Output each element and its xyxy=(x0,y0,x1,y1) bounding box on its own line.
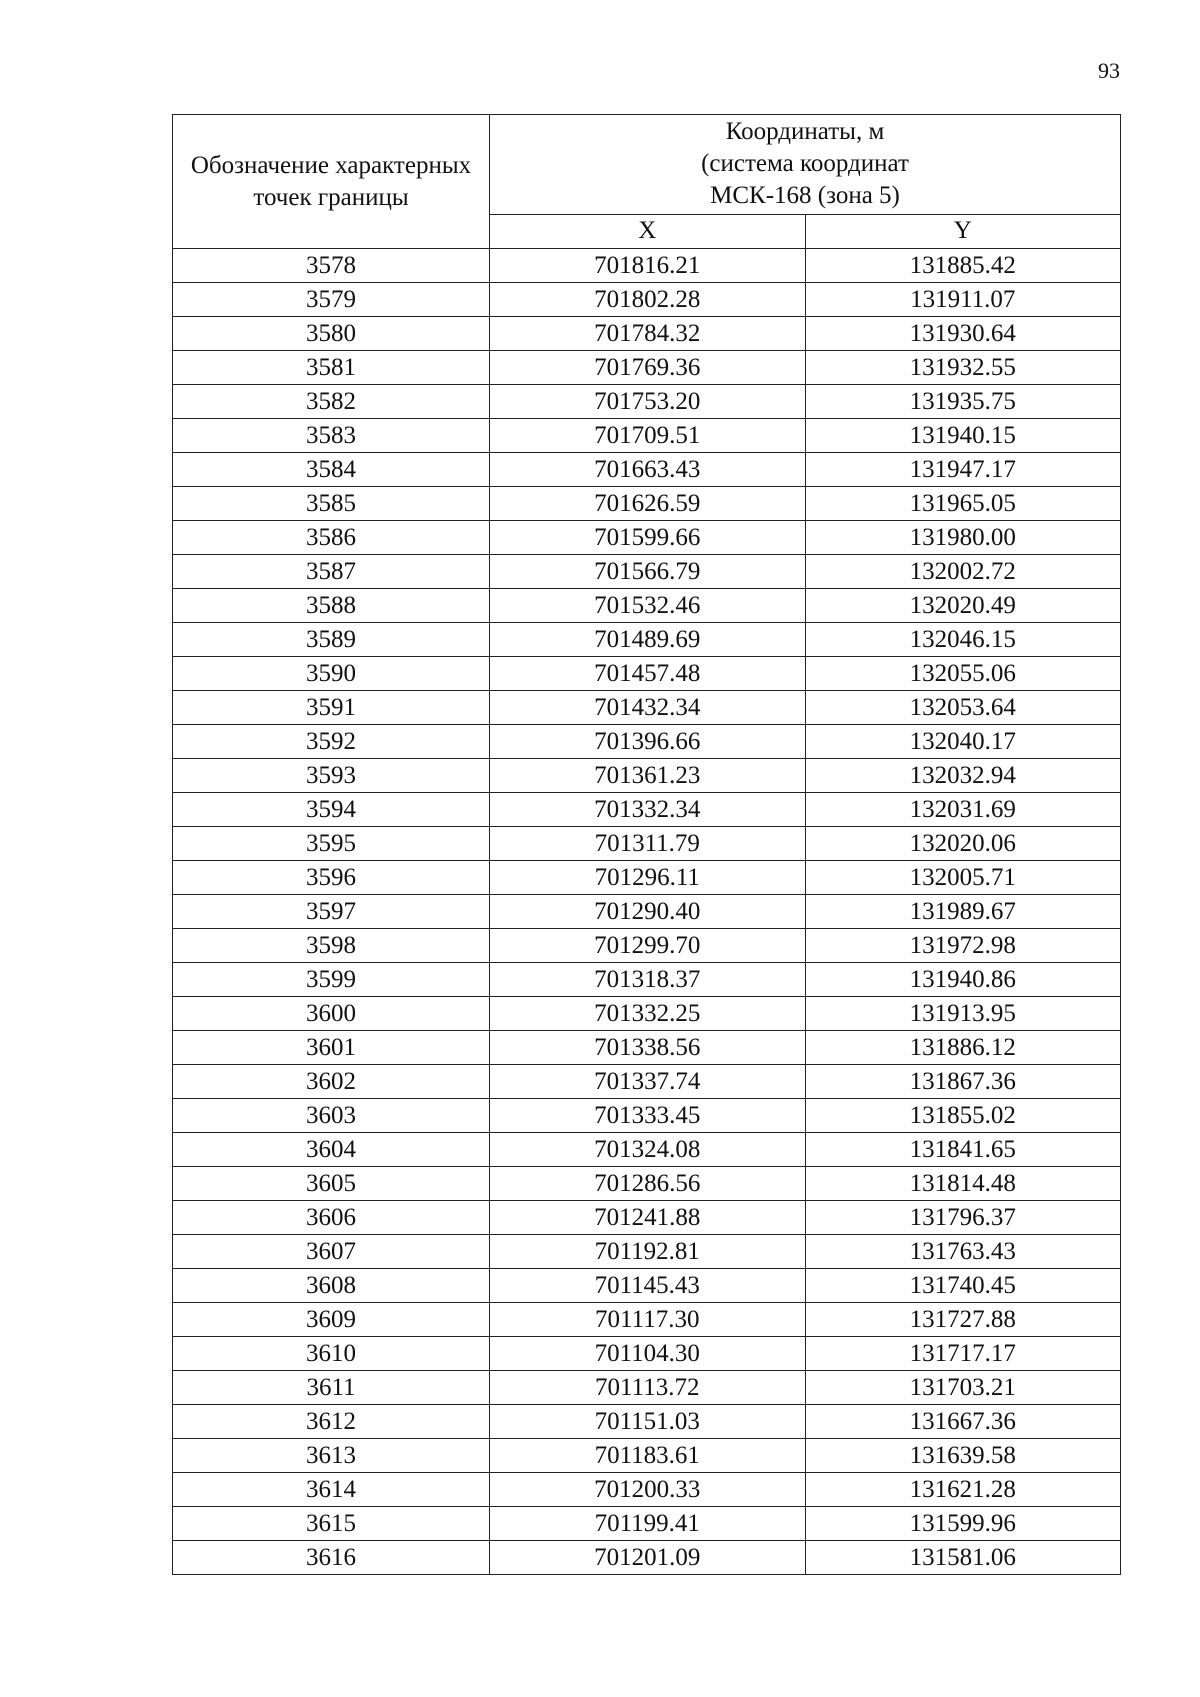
y-coordinate-cell: 131740.45 xyxy=(805,1269,1121,1303)
x-coordinate-cell: 701192.81 xyxy=(490,1235,806,1269)
y-coordinate-cell: 131940.15 xyxy=(805,419,1121,453)
point-id-cell: 3593 xyxy=(173,759,490,793)
point-id-cell: 3588 xyxy=(173,589,490,623)
table-row xyxy=(173,929,1121,963)
y-coordinate-cell: 131727.88 xyxy=(805,1303,1121,1337)
point-id-cell: 3602 xyxy=(173,1065,490,1099)
table-row xyxy=(173,589,1121,623)
table-row xyxy=(173,963,1121,997)
table-row xyxy=(173,1235,1121,1269)
header-y: Y xyxy=(805,214,1121,248)
point-id-cell: 3582 xyxy=(173,385,490,419)
x-coordinate-cell: 701599.66 xyxy=(490,521,806,555)
y-coordinate-cell: 132020.49 xyxy=(805,589,1121,623)
y-coordinate-cell: 131639.58 xyxy=(805,1439,1121,1473)
x-coordinate-cell: 701296.11 xyxy=(490,861,806,895)
x-coordinate-cell: 701324.08 xyxy=(490,1133,806,1167)
y-coordinate-cell: 131885.42 xyxy=(805,249,1121,283)
y-coordinate-cell: 131913.95 xyxy=(805,997,1121,1031)
point-id-cell: 3583 xyxy=(173,419,490,453)
table-row xyxy=(173,1507,1121,1541)
x-coordinate-cell: 701396.66 xyxy=(490,725,806,759)
y-coordinate-cell: 132055.06 xyxy=(805,657,1121,691)
x-coordinate-cell: 701299.70 xyxy=(490,929,806,963)
point-id-cell: 3616 xyxy=(173,1541,490,1575)
x-coordinate-cell: 701663.43 xyxy=(490,453,806,487)
table-header xyxy=(173,115,1121,249)
point-id-cell: 3595 xyxy=(173,827,490,861)
point-id-cell: 3597 xyxy=(173,895,490,929)
y-coordinate-cell: 132046.15 xyxy=(805,623,1121,657)
table-row xyxy=(173,1167,1121,1201)
table-row xyxy=(173,1405,1121,1439)
y-coordinate-cell: 131947.17 xyxy=(805,453,1121,487)
table-row xyxy=(173,725,1121,759)
y-coordinate-cell: 131935.75 xyxy=(805,385,1121,419)
point-id-cell: 3604 xyxy=(173,1133,490,1167)
y-coordinate-cell: 131599.96 xyxy=(805,1507,1121,1541)
x-coordinate-cell: 701457.48 xyxy=(490,657,806,691)
x-coordinate-cell: 701802.28 xyxy=(490,283,806,317)
point-id-cell: 3615 xyxy=(173,1507,490,1541)
header-coordinates xyxy=(490,115,1121,215)
y-coordinate-cell: 131911.07 xyxy=(805,283,1121,317)
table-row xyxy=(173,1099,1121,1133)
table-row xyxy=(173,249,1121,283)
y-coordinate-cell: 131940.86 xyxy=(805,963,1121,997)
x-coordinate-cell: 701337.74 xyxy=(490,1065,806,1099)
table-row xyxy=(173,419,1121,453)
y-coordinate-cell: 131965.05 xyxy=(805,487,1121,521)
y-coordinate-cell: 131667.36 xyxy=(805,1405,1121,1439)
table-row xyxy=(173,895,1121,929)
x-coordinate-cell: 701626.59 xyxy=(490,487,806,521)
x-coordinate-cell: 701151.03 xyxy=(490,1405,806,1439)
table-row xyxy=(173,453,1121,487)
point-id-cell: 3611 xyxy=(173,1371,490,1405)
table-row xyxy=(173,1065,1121,1099)
point-id-cell: 3596 xyxy=(173,861,490,895)
y-coordinate-cell: 131841.65 xyxy=(805,1133,1121,1167)
y-coordinate-cell: 132002.72 xyxy=(805,555,1121,589)
table-row xyxy=(173,1337,1121,1371)
x-coordinate-cell: 701532.46 xyxy=(490,589,806,623)
table-row xyxy=(173,1371,1121,1405)
point-id-cell: 3600 xyxy=(173,997,490,1031)
x-coordinate-cell: 701318.37 xyxy=(490,963,806,997)
point-id-cell: 3581 xyxy=(173,351,490,385)
y-coordinate-cell: 131621.28 xyxy=(805,1473,1121,1507)
point-id-cell: 3606 xyxy=(173,1201,490,1235)
x-coordinate-cell: 701117.30 xyxy=(490,1303,806,1337)
point-id-cell: 3579 xyxy=(173,283,490,317)
y-coordinate-cell: 131886.12 xyxy=(805,1031,1121,1065)
y-coordinate-cell: 131581.06 xyxy=(805,1541,1121,1575)
table-row xyxy=(173,521,1121,555)
table-row xyxy=(173,1133,1121,1167)
y-coordinate-cell: 132040.17 xyxy=(805,725,1121,759)
y-coordinate-cell: 132005.71 xyxy=(805,861,1121,895)
table-row xyxy=(173,317,1121,351)
point-id-cell: 3607 xyxy=(173,1235,490,1269)
table-row xyxy=(173,1439,1121,1473)
table-row xyxy=(173,351,1121,385)
x-coordinate-cell: 701145.43 xyxy=(490,1269,806,1303)
point-id-cell: 3586 xyxy=(173,521,490,555)
table-row xyxy=(173,759,1121,793)
y-coordinate-cell: 131855.02 xyxy=(805,1099,1121,1133)
y-coordinate-cell: 131763.43 xyxy=(805,1235,1121,1269)
table-row xyxy=(173,827,1121,861)
point-id-cell: 3608 xyxy=(173,1269,490,1303)
y-coordinate-cell: 131932.55 xyxy=(805,351,1121,385)
point-id-cell: 3590 xyxy=(173,657,490,691)
x-coordinate-cell: 701332.25 xyxy=(490,997,806,1031)
point-id-cell: 3614 xyxy=(173,1473,490,1507)
x-coordinate-cell: 701784.32 xyxy=(490,317,806,351)
x-coordinate-cell: 701241.88 xyxy=(490,1201,806,1235)
x-coordinate-cell: 701338.56 xyxy=(490,1031,806,1065)
x-coordinate-cell: 701566.79 xyxy=(490,555,806,589)
table-row xyxy=(173,657,1121,691)
x-coordinate-cell: 701183.61 xyxy=(490,1439,806,1473)
coordinates-table xyxy=(172,114,1121,1575)
point-id-cell: 3585 xyxy=(173,487,490,521)
y-coordinate-cell: 131717.17 xyxy=(805,1337,1121,1371)
y-coordinate-cell: 131814.48 xyxy=(805,1167,1121,1201)
y-coordinate-cell: 131930.64 xyxy=(805,317,1121,351)
point-id-cell: 3601 xyxy=(173,1031,490,1065)
table-row xyxy=(173,385,1121,419)
table-row xyxy=(173,1031,1121,1065)
point-id-cell: 3598 xyxy=(173,929,490,963)
header-coordinates-line2: (система координат xyxy=(701,150,909,178)
point-id-cell: 3592 xyxy=(173,725,490,759)
header-coordinates-line3: МСК-168 (зона 5) xyxy=(710,182,900,210)
y-coordinate-cell: 132053.64 xyxy=(805,691,1121,725)
y-coordinate-cell: 131989.67 xyxy=(805,895,1121,929)
table-row xyxy=(173,861,1121,895)
x-coordinate-cell: 701332.34 xyxy=(490,793,806,827)
point-id-cell: 3578 xyxy=(173,249,490,283)
point-id-cell: 3603 xyxy=(173,1099,490,1133)
x-coordinate-cell: 701489.69 xyxy=(490,623,806,657)
x-coordinate-cell: 701753.20 xyxy=(490,385,806,419)
x-coordinate-cell: 701286.56 xyxy=(490,1167,806,1201)
header-coordinates-line1: Координаты, м xyxy=(725,118,885,146)
x-coordinate-cell: 701769.36 xyxy=(490,351,806,385)
point-id-cell: 3594 xyxy=(173,793,490,827)
point-id-cell: 3612 xyxy=(173,1405,490,1439)
table-row xyxy=(173,623,1121,657)
x-coordinate-cell: 701290.40 xyxy=(490,895,806,929)
table-body xyxy=(173,249,1121,1575)
table-row xyxy=(173,691,1121,725)
point-id-cell: 3610 xyxy=(173,1337,490,1371)
point-id-cell: 3599 xyxy=(173,963,490,997)
y-coordinate-cell: 132031.69 xyxy=(805,793,1121,827)
x-coordinate-cell: 701333.45 xyxy=(490,1099,806,1133)
table-row xyxy=(173,1541,1121,1575)
x-coordinate-cell: 701201.09 xyxy=(490,1541,806,1575)
table-row xyxy=(173,1269,1121,1303)
table-row xyxy=(173,283,1121,317)
x-coordinate-cell: 701113.72 xyxy=(490,1371,806,1405)
table-row xyxy=(173,1473,1121,1507)
table-row xyxy=(173,555,1121,589)
y-coordinate-cell: 131980.00 xyxy=(805,521,1121,555)
x-coordinate-cell: 701361.23 xyxy=(490,759,806,793)
point-id-cell: 3605 xyxy=(173,1167,490,1201)
y-coordinate-cell: 131867.36 xyxy=(805,1065,1121,1099)
y-coordinate-cell: 132032.94 xyxy=(805,759,1121,793)
x-coordinate-cell: 701816.21 xyxy=(490,249,806,283)
point-id-cell: 3613 xyxy=(173,1439,490,1473)
point-id-cell: 3580 xyxy=(173,317,490,351)
x-coordinate-cell: 701709.51 xyxy=(490,419,806,453)
point-id-cell: 3584 xyxy=(173,453,490,487)
point-id-cell: 3591 xyxy=(173,691,490,725)
point-id-cell: 3587 xyxy=(173,555,490,589)
x-coordinate-cell: 701311.79 xyxy=(490,827,806,861)
x-coordinate-cell: 701199.41 xyxy=(490,1507,806,1541)
table-row xyxy=(173,793,1121,827)
y-coordinate-cell: 131703.21 xyxy=(805,1371,1121,1405)
table-row xyxy=(173,1201,1121,1235)
table-row xyxy=(173,997,1121,1031)
header-x: X xyxy=(490,214,806,248)
header-designation: Обозначение характерных точек границы xyxy=(173,115,490,249)
y-coordinate-cell: 132020.06 xyxy=(805,827,1121,861)
point-id-cell: 3589 xyxy=(173,623,490,657)
table-row xyxy=(173,487,1121,521)
x-coordinate-cell: 701432.34 xyxy=(490,691,806,725)
y-coordinate-cell: 131796.37 xyxy=(805,1201,1121,1235)
y-coordinate-cell: 131972.98 xyxy=(805,929,1121,963)
point-id-cell: 3609 xyxy=(173,1303,490,1337)
page-number: 93 xyxy=(1098,58,1120,83)
table-row xyxy=(173,1303,1121,1337)
x-coordinate-cell: 701104.30 xyxy=(490,1337,806,1371)
x-coordinate-cell: 701200.33 xyxy=(490,1473,806,1507)
